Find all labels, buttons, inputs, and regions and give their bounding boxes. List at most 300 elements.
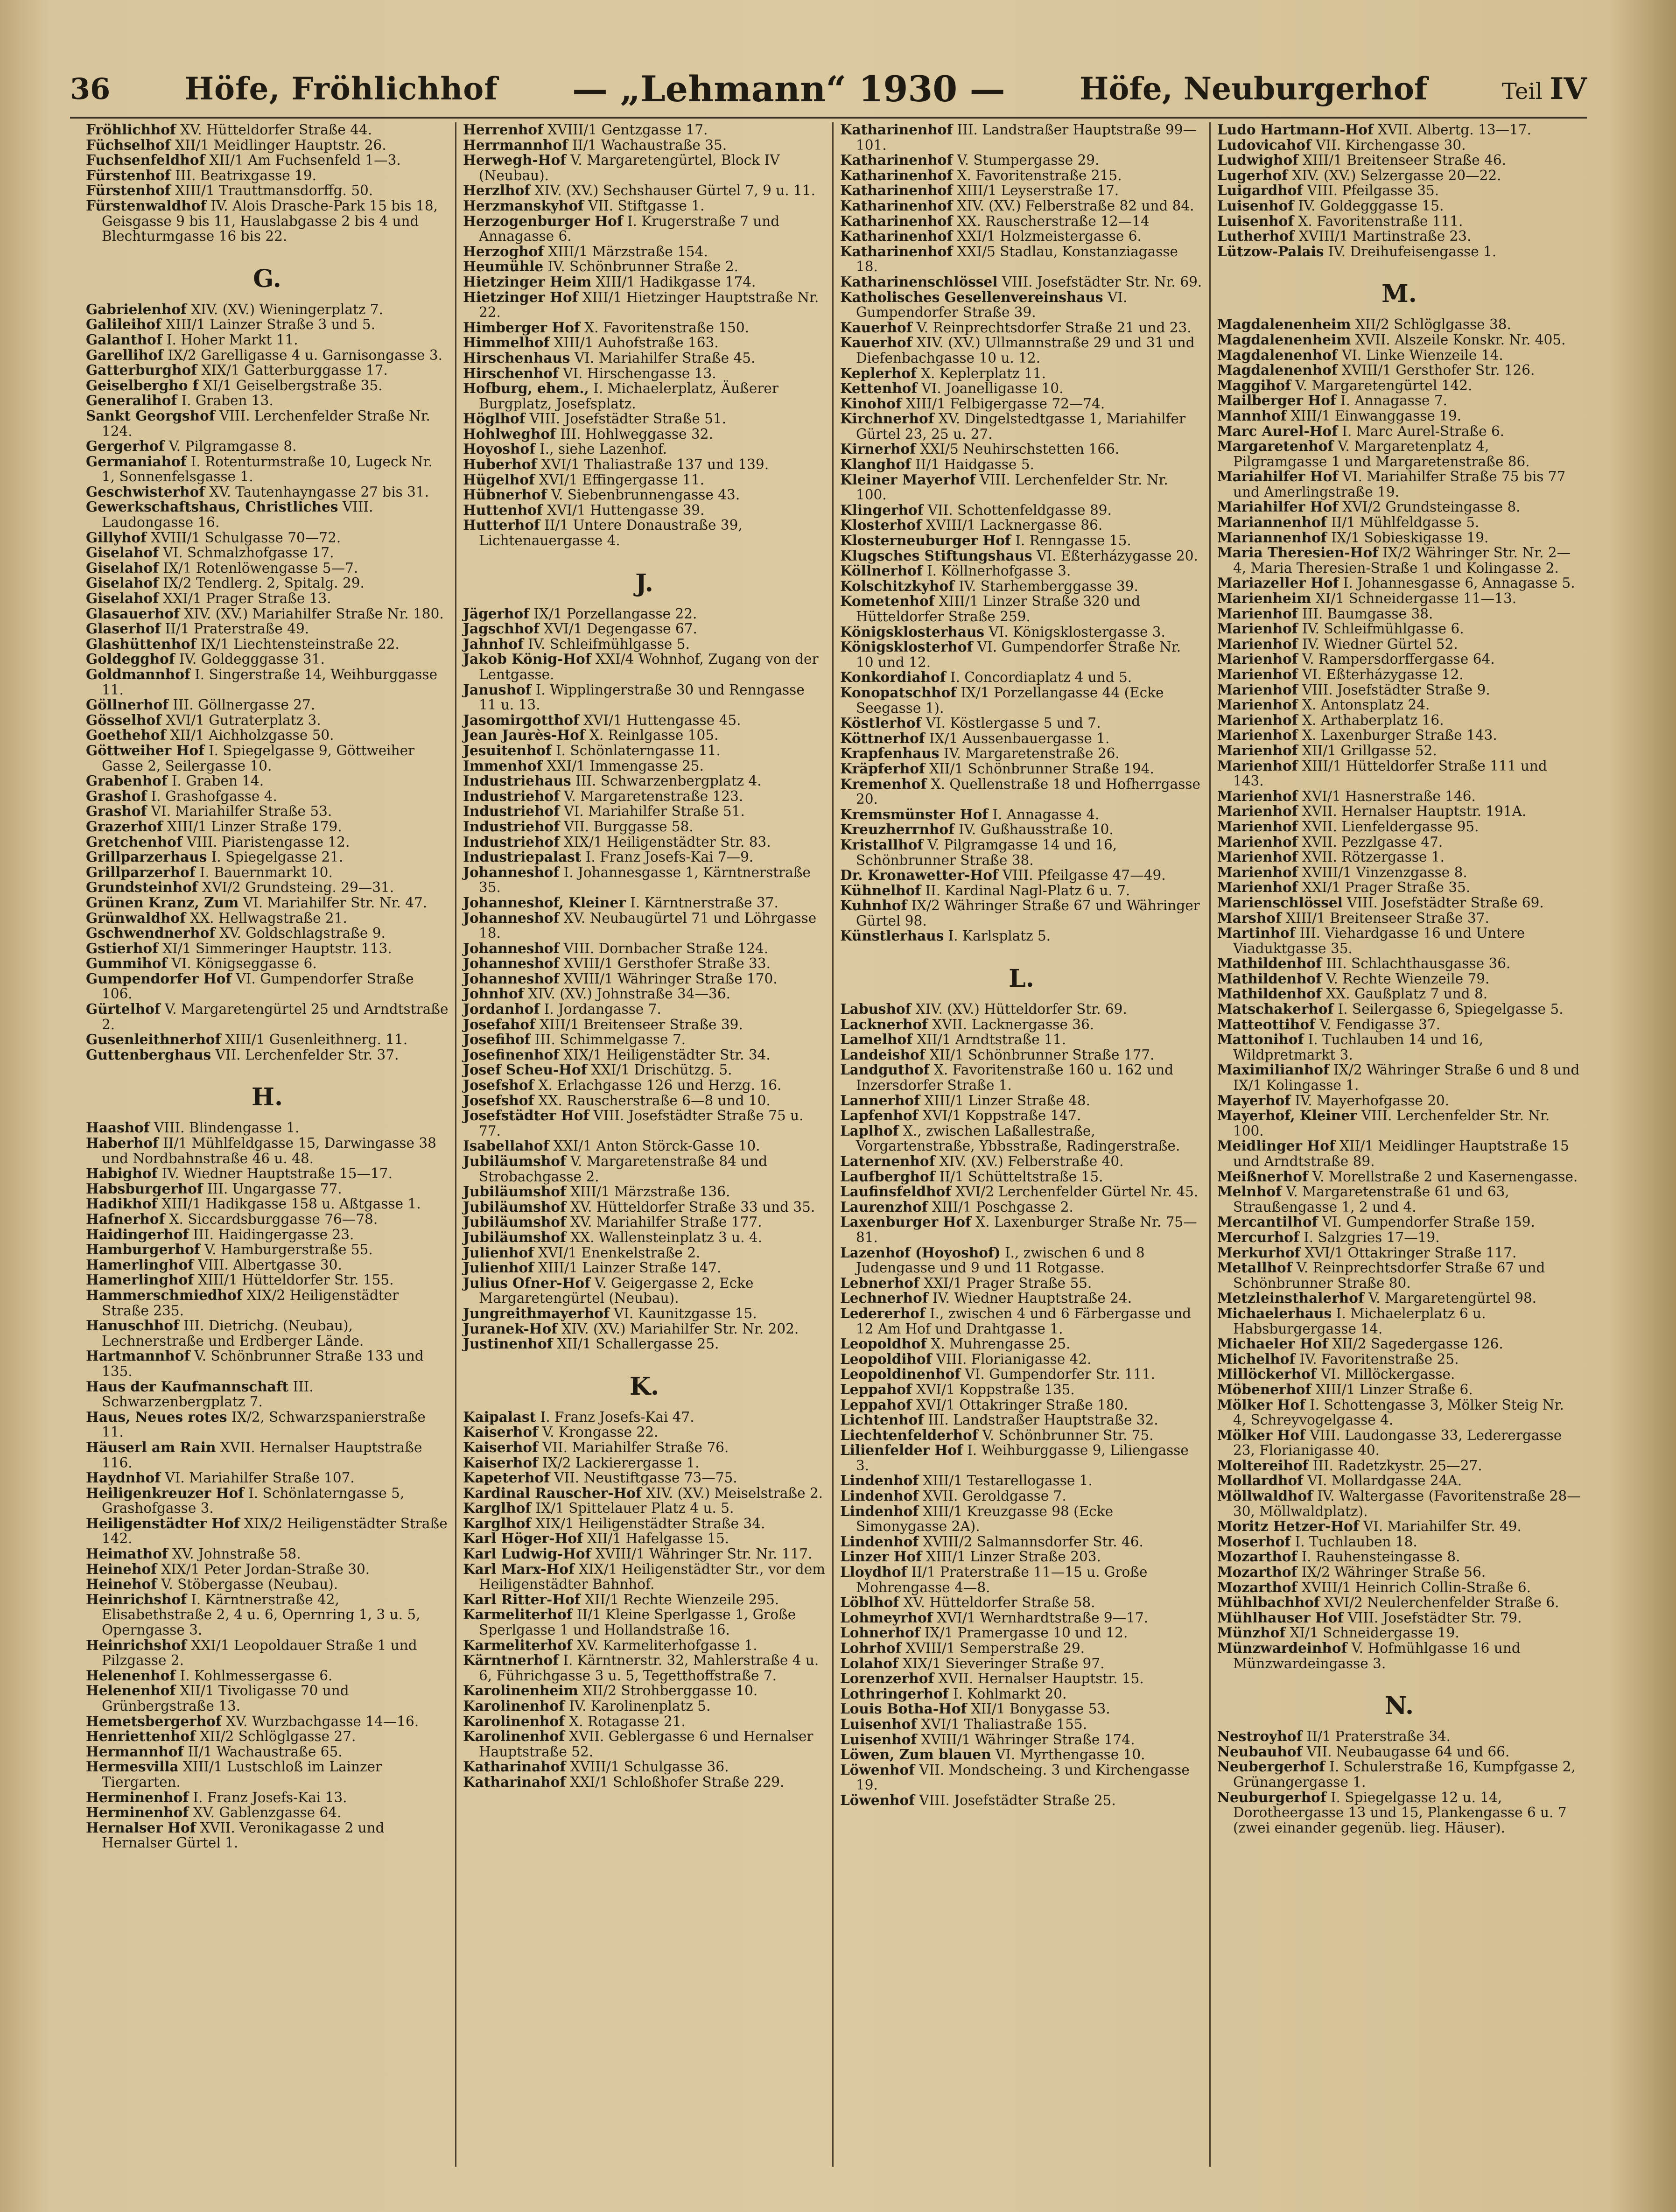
entry-name: Galanthof (86, 331, 162, 348)
entry-address: V. Pilgramgasse 14 und 16, Schönbrunner Straße 38. (856, 836, 1117, 868)
directory-entry (1217, 122, 1581, 138)
directory-entry (840, 716, 1203, 731)
entry-name: Himberger Hof (463, 319, 580, 336)
directory-entry (840, 1549, 1203, 1565)
directory-entry (463, 1607, 826, 1637)
directory-entry (86, 363, 449, 378)
entry-name: Helenenhof (86, 1667, 176, 1684)
entry-name: Leopoldihof (840, 1350, 932, 1367)
entry-address: V. Krongasse 22. (538, 1424, 659, 1440)
entry-address: XII/1 Grillgasse 52. (1297, 742, 1437, 758)
directory-entry (86, 530, 449, 546)
directory-entry (463, 1592, 826, 1608)
entry-name: Grabenhof (86, 772, 168, 789)
entry-name: Melnhof (1217, 1183, 1282, 1200)
directory-entry (86, 122, 449, 138)
entry-name: Luisenhof (840, 1715, 917, 1732)
entry-address: I. Schönlaterngasse 5, Grashofgasse 3. (102, 1485, 405, 1517)
entry-name: Katharinenhof (840, 197, 953, 214)
entry-address: XVI/1 Enenkelstraße 2. (533, 1244, 701, 1261)
entry-address: X. Favoritenstraße 160 u. 162 und Inzersdorfer Straße 1. (856, 1062, 1174, 1094)
entry-address: XXI/1 Leopoldauer Straße 1 und Pilzgasse 2. (102, 1637, 417, 1669)
entry-address: V. Schönbrunner Str. 75. (978, 1427, 1154, 1443)
entry-name: Konkordiahof (840, 669, 946, 686)
entry-address: XVI/2 Grundsteing. 29—31. (197, 879, 394, 896)
entry-name: Habsburgerhof (86, 1180, 203, 1197)
entry-address: I. Bauernmarkt 10. (195, 864, 333, 880)
entry-name: Lützow-Palais (1217, 243, 1324, 260)
directory-entry (1217, 835, 1581, 850)
entry-address: VIII. Albertgasse 30. (193, 1257, 342, 1273)
entry-address: VI. Mollardgasse 24A. (1303, 1473, 1462, 1489)
entry-address: I. Schottengasse 3, Mölker Steig Nr. 4, Schreyvogelgasse 4. (1233, 1397, 1564, 1428)
directory-entry (86, 941, 449, 956)
entry-name: Gillyhof (86, 529, 147, 546)
entry-address: VIII. Blindengasse 1. (149, 1120, 300, 1136)
directory-entry (1217, 1108, 1581, 1138)
entry-name: Laufinsfeldhof (840, 1183, 951, 1200)
entry-name: Kettenhof (840, 380, 918, 397)
entry-address: XIV. (XV.) Wieningerplatz 7. (186, 301, 383, 317)
directory-entry (1217, 804, 1581, 819)
entry-name: Josefihof (463, 1031, 531, 1048)
entry-name: Köllnerhof (840, 562, 923, 579)
entry-name: Huttenhof (463, 501, 543, 518)
entry-address: VI. Gumpendorfer Straße 106. (102, 970, 414, 1002)
entry-name: Hemetsbergerhof (86, 1713, 222, 1729)
directory-entry (86, 895, 449, 911)
directory-entry (86, 835, 449, 850)
entry-name: Neubauhof (1217, 1743, 1303, 1760)
directory-entry (463, 682, 826, 713)
entry-address: X. Muhrengasse 25. (926, 1336, 1071, 1352)
entry-name: Jubiläumshof (463, 1183, 566, 1200)
directory-entry (86, 1348, 449, 1379)
directory-entry (86, 1729, 449, 1744)
entry-name: Kirchnerhof (840, 410, 934, 427)
entry-name: Löwen, Zum blauen (840, 1746, 991, 1763)
entry-address: VII. Mondscheing. 3 und Kirchengasse 19. (856, 1762, 1190, 1793)
entry-address: III. Ungargasse 77. (203, 1180, 342, 1197)
entry-name: Jagschhof (463, 620, 540, 637)
entry-name: Neubergerhof (1217, 1758, 1325, 1775)
directory-entry (463, 850, 826, 865)
entry-name: Giselahof (86, 559, 159, 576)
entry-name: Mariahilfer Hof (1217, 468, 1339, 485)
entry-name: Giselahof (86, 590, 159, 607)
entry-name: Katharinenhof (840, 167, 953, 183)
entry-address: I., siehe Lazenhof. (535, 441, 667, 457)
entry-address: IX/2, Schwarzspanierstraße 11. (102, 1409, 426, 1440)
entry-address: I. Franz Josefs-Kai 13. (189, 1789, 347, 1805)
entry-address: XII/1 Meidlinger Hauptstr. 26. (170, 137, 386, 153)
directory-entry (840, 1412, 1203, 1428)
entry-address: III. Göllnergasse 27. (168, 697, 316, 713)
entry-address: XII/1 Hafelgasse 15. (582, 1531, 729, 1547)
entry-address: XIII/1 Märzstraße 154. (544, 243, 708, 260)
entry-name: Heinrichshof (86, 1636, 187, 1653)
entry-address: X. Favoritenstraße 150. (580, 319, 750, 336)
entry-name: Hamerlinghof (86, 1256, 194, 1273)
entry-address: XXI/5 Stadlau, Konstanziagasse 18. (856, 243, 1178, 275)
directory-entry (463, 1546, 826, 1562)
directory-entry (840, 1717, 1203, 1732)
entry-address: XIII/1 Hietzinger Hauptstraße Nr. 22. (479, 289, 819, 321)
entry-address: VI. Gumpendorfer Straße 159. (1318, 1214, 1535, 1230)
entry-name: Henriettenhof (86, 1728, 196, 1745)
entry-address: XIII/1 Poschgasse 2. (927, 1199, 1073, 1215)
entry-address: XI/1 Schneidergasse 19. (1285, 1625, 1459, 1641)
entry-address: XVII. Rötzergasse 1. (1297, 849, 1445, 865)
directory-entry (463, 1200, 826, 1215)
entry-address: XV. Dingelstedtgasse 1, Mariahilfer Gürtel 23, 25 u. 27. (856, 411, 1186, 442)
entry-address: XVII. Hernalser Hauptstr. 191A. (1297, 803, 1527, 820)
directory-entry (86, 198, 449, 244)
directory-entry (1217, 1352, 1581, 1367)
entry-name: Kolschitzkyhof (840, 577, 954, 594)
entry-address: XXI/1 Schloßhofer Straße 229. (566, 1774, 785, 1790)
directory-entry (1217, 229, 1581, 244)
entry-name: Grundsteinhof (86, 879, 198, 896)
directory-entry (1217, 926, 1581, 956)
entry-address: XX. Wallensteinplatz 3 u. 4. (566, 1229, 763, 1245)
directory-entry (86, 652, 449, 667)
entry-name: Ludwighof (1217, 152, 1298, 169)
entry-name: Hamburgerhof (86, 1241, 200, 1258)
entry-address: X. Laxenburger Straße 143. (1297, 727, 1497, 744)
directory-entry (840, 244, 1203, 274)
directory-entry (1217, 1489, 1581, 1519)
entry-address: VI. Köstlergasse 5 und 7. (921, 715, 1101, 731)
entry-address: XIV. (XV.) Mariahilfer Str. Nr. 202. (557, 1320, 799, 1337)
entry-name: Hübnerhof (463, 486, 547, 503)
section-letter: H. (251, 1083, 283, 1112)
entry-name: Hadikhof (86, 1195, 158, 1212)
entry-name: Jakob König-Hof (463, 651, 591, 667)
entry-name: Löwenhof (840, 1761, 915, 1778)
entry-name: Leppahof (840, 1381, 912, 1397)
entry-address: IV. Starhemberggasse 39. (954, 578, 1138, 594)
directory-entry (463, 1093, 826, 1109)
entry-name: Lindenhof (840, 1533, 919, 1550)
entry-name: Mariannenhof (1217, 514, 1327, 531)
entry-address: VIII. Josefstädter Straße 9. (1297, 681, 1490, 698)
entry-name: Laufberghof (840, 1168, 935, 1185)
directory-entry (463, 259, 826, 274)
entry-address: II/1 Mühlfeldgasse 15, Darwingasse 38 und Nordbahnstraße 46 u. 48. (102, 1135, 436, 1166)
entry-name: Katharinenhof (840, 212, 953, 229)
directory-entry (463, 743, 826, 758)
entry-name: Heinehof (86, 1576, 157, 1593)
entry-address: II/1 Schütteltstraße 15. (935, 1168, 1103, 1185)
entry-address: IX/2 Währinger Straße 6 und 8 und IX/1 Kolingasse 1. (1233, 1062, 1580, 1094)
entry-name: Hirschenhaus (463, 349, 570, 366)
entry-address: II/1 Mühlfeldgasse 5. (1326, 514, 1480, 531)
entry-name: Lugerhof (1217, 167, 1288, 183)
directory-entry (463, 1260, 826, 1276)
entry-name: Hietzinger Hof (463, 288, 578, 305)
entry-address: VI. Gumpendorfer Str. 111. (961, 1366, 1155, 1383)
entry-address: VIII. Lerchenfelder Str. Nr. 100. (1233, 1108, 1550, 1139)
directory-entry (86, 1288, 449, 1318)
directory-entry (1217, 1565, 1581, 1580)
entry-name: Haydnhof (86, 1469, 161, 1486)
directory-entry (86, 1242, 449, 1257)
entry-address: XIII/1 Einwanggasse 19. (1286, 407, 1462, 424)
entry-address: XII/2 Strohberggasse 10. (578, 1683, 758, 1699)
directory-entry (463, 986, 826, 1002)
entry-name: Mathildenhof (1217, 970, 1322, 987)
directory-entry (840, 290, 1203, 320)
entry-name: Merkurhof (1217, 1244, 1301, 1261)
entry-address: XIII/1 Breitenseer Straße 46. (1298, 152, 1507, 169)
entry-address: IV. Waltergasse (Favoritenstraße 28—30, Möllwaldplatz). (1233, 1488, 1581, 1519)
directory-entry (840, 1671, 1203, 1686)
directory-entry (463, 1562, 826, 1592)
entry-name: Lichtenhof (840, 1411, 924, 1428)
entry-name: Keplerhof (840, 365, 917, 381)
entry-address: III. Schwarzenbergplatz 4. (571, 773, 762, 789)
directory-entry (840, 1641, 1203, 1656)
entry-address: XIII/1 Linzer Straße 48. (919, 1092, 1091, 1109)
entry-name: Lapfenhof (840, 1107, 919, 1124)
entry-address: XX. Hellwagstraße 21. (185, 910, 347, 926)
entry-name: Kärntnerhof (463, 1652, 559, 1669)
entry-address: I. Michaelerplatz 6 u. Habsburgergasse 14. (1233, 1305, 1486, 1337)
directory-entry (840, 1489, 1203, 1504)
entry-name: Meißnerhof (1217, 1168, 1308, 1185)
entry-name: Goldegghof (86, 651, 175, 667)
entry-address: XIV. (XV.) Hütteldorfer Str. 69. (911, 1001, 1127, 1018)
directory-entry (1217, 728, 1581, 743)
directory-entry (463, 214, 826, 244)
entry-address: XIII/1 Auhofstraße 163. (549, 335, 719, 351)
entry-address: VI. Mariahilfer Str. Nr. 47. (238, 894, 428, 911)
entry-name: Meidlinger Hof (1217, 1138, 1335, 1154)
entry-address: II. Kardinal Nagl-Platz 6 u. 7. (921, 882, 1130, 899)
entry-name: Häuserl am Rain (86, 1439, 216, 1455)
entry-name: Marc Aurel-Hof (1217, 422, 1338, 439)
entry-name: Maria Theresien-Hof (1217, 544, 1378, 561)
column-3 (834, 122, 1211, 2167)
directory-entry (840, 472, 1203, 503)
entry-name: Karolinenhof (463, 1713, 565, 1729)
directory-entry (1217, 743, 1581, 758)
entry-address: III. Landstraßer Hauptstraße 32. (924, 1412, 1158, 1428)
entry-address: XII/1 Bonygasse 53. (967, 1701, 1110, 1717)
entry-name: Josefshof (463, 1077, 534, 1094)
directory-entry (1217, 1641, 1581, 1671)
entry-name: Kuhnhof (840, 897, 907, 914)
entry-address: XIII/1 Lainzer Straße 3 und 5. (161, 316, 376, 333)
directory-entry (840, 746, 1203, 761)
entry-address: XVI/1 Huttengasse 39. (542, 502, 705, 518)
entry-name: Klosterhof (840, 517, 922, 534)
directory-entry (840, 198, 1203, 214)
entry-name: Katharinenhof (840, 243, 953, 260)
directory-entry (840, 1656, 1203, 1671)
directory-entry (1217, 850, 1581, 865)
directory-entry (463, 183, 826, 198)
entry-name: Lechnerhof (840, 1290, 928, 1306)
entry-name: Karl Ludwig-Hof (463, 1545, 591, 1562)
entry-address: XIX/1 Heiligenstädter Str. 34. (559, 1046, 771, 1063)
entry-name: Mariahilfer Hof (1217, 499, 1339, 515)
directory-entry (1217, 1595, 1581, 1610)
entry-name: Mercurhof (1217, 1229, 1299, 1245)
directory-entry (463, 1699, 826, 1714)
entry-name: Glashüttenhof (86, 635, 196, 652)
directory-entry (840, 457, 1203, 472)
entry-address: XIV. (XV.) Felberstraße 82 und 84. (953, 197, 1194, 214)
directory-entry (1217, 545, 1581, 576)
entry-name: Hartmannhof (86, 1348, 190, 1364)
directory-entry (86, 804, 449, 819)
directory-entry (86, 1272, 449, 1288)
entry-address: XVI/2 Lerchenfelder Gürtel Nr. 45. (951, 1184, 1199, 1200)
entry-address: XVI/1 Gutraterplatz 3. (161, 712, 321, 728)
entry-address: XVIII/1 Schulgasse 70—72. (146, 529, 341, 546)
entry-name: Kauerhof (840, 319, 912, 336)
entry-name: Möllwaldhof (1217, 1488, 1313, 1504)
entry-address: IV. Wiedner Gürtel 52. (1297, 636, 1458, 652)
entry-address: IV. Dreihufeisengasse 1. (1324, 243, 1497, 260)
entry-name: Fürstenhof (86, 167, 171, 183)
entry-name: Kräpferhof (840, 760, 925, 777)
directory-entry (463, 457, 826, 472)
entry-name: Mailberger Hof (1217, 392, 1336, 409)
entry-address: XVIII/1 Währinger Str. Nr. 117. (591, 1546, 813, 1562)
directory-entry (86, 1440, 449, 1470)
entry-name: Füchselhof (86, 136, 171, 153)
entry-name: Industriehof (463, 818, 560, 835)
entry-address: XXI/1 Holzmeistergasse 6. (953, 228, 1142, 245)
entry-name: Lindenhof (840, 1488, 919, 1504)
directory-entry (86, 302, 449, 317)
directory-entry (463, 381, 826, 411)
entry-address: VI. Mariahilfer Straße 53. (147, 803, 332, 820)
entry-name: Julienhof (463, 1259, 534, 1276)
directory-entry (86, 1562, 449, 1577)
entry-name: Martinhof (1217, 925, 1296, 941)
entry-address: I. Franz Josefs-Kai 47. (536, 1409, 694, 1425)
entry-name: Mayerhof (1217, 1092, 1291, 1109)
entry-name: Kinohof (840, 395, 902, 412)
entry-address: VI. Gumpendorfer Straße Nr. 10 und 12. (856, 639, 1181, 670)
entry-name: Jubiläumshof (463, 1229, 566, 1245)
directory-entry (840, 625, 1203, 640)
directory-entry (1217, 214, 1581, 229)
entry-name: Göllnerhof (86, 696, 168, 713)
directory-entry (840, 1124, 1203, 1154)
directory-entry (1217, 758, 1581, 789)
entry-name: Mariazeller Hof (1217, 575, 1339, 591)
entry-name: Johanneshof (463, 864, 560, 880)
entry-name: Galileihof (86, 316, 161, 333)
directory-entry (86, 773, 449, 789)
entry-address: XVII. Geroldgasse 7. (919, 1488, 1066, 1504)
directory-entry (463, 1184, 826, 1200)
directory-entry (1217, 1306, 1581, 1336)
entry-address: XXI/4 Wohnhof, Zugang von der Lentgasse. (479, 651, 819, 682)
directory-entry (86, 1379, 449, 1410)
entry-address: VIII. Laudongasse 33, Lederergasse 23, Florianigasse 40. (1233, 1427, 1562, 1459)
entry-name: Geschwisterhof (86, 483, 205, 500)
entry-address: V. Margaretengürtel 142. (1291, 377, 1473, 393)
entry-name: Jahnhof (463, 635, 524, 652)
directory-entry (86, 317, 449, 332)
entry-name: Lamelhof (840, 1031, 912, 1048)
entry-name: Johanneshof (463, 940, 560, 956)
entry-name: Gösselhof (86, 711, 161, 728)
entry-address: XII/1 Aichholzgasse 50. (166, 727, 334, 744)
entry-address: XVI/1 Ottakringer Straße 117. (1300, 1244, 1517, 1261)
directory-entry (1217, 682, 1581, 698)
column-1 (79, 122, 456, 2167)
directory-entry (1217, 1549, 1581, 1565)
directory-entry (86, 1577, 449, 1592)
entry-address: XVI/1 Thaliastraße 137 und 139. (537, 456, 769, 473)
entry-name: Marienhof (1217, 787, 1298, 804)
entry-address: XX. Rauscherstraße 6—8 und 10. (534, 1092, 771, 1109)
directory-entry (840, 1565, 1203, 1595)
entry-address: XIII/1 Breitenseer Straße 39. (535, 1016, 743, 1032)
directory-entry (463, 427, 826, 442)
entry-address: XIX/1 Gatterburggasse 17. (196, 362, 388, 379)
entry-name: Janushof (463, 681, 532, 698)
entry-name: Kometenhof (840, 593, 935, 610)
entry-name: Heiligenkreuzer Hof (86, 1484, 244, 1501)
directory-entry (86, 1470, 449, 1486)
entry-address: VI. Joanelligasse 10. (917, 380, 1064, 397)
directory-entry (840, 837, 1203, 868)
directory-entry (1217, 515, 1581, 530)
entry-name: Krapfenhaus (840, 745, 940, 762)
entry-address: VIII. Pfeilgasse 35. (1303, 183, 1439, 199)
entry-name: Moritz Hetzer-Hof (1217, 1518, 1359, 1535)
directory-entry (86, 1032, 449, 1047)
entry-address: III. Baumgasse 38. (1297, 605, 1433, 622)
entry-address: XIII/1 Trauttmansdorffg. 50. (170, 183, 373, 199)
directory-entry (463, 122, 826, 138)
entry-name: Gatterburghof (86, 362, 197, 379)
directory-entry (463, 503, 826, 518)
directory-entry (463, 1440, 826, 1455)
entry-address: IX/1 Sobieskigasse 19. (1326, 529, 1489, 546)
entry-address: I. Salzgries 17—19. (1299, 1229, 1440, 1245)
directory-entry (463, 1078, 826, 1093)
directory-entry (840, 1245, 1203, 1276)
entry-name: Kaiserhof (463, 1424, 538, 1440)
entry-address: XII/2 Sagedergasse 126. (1328, 1336, 1503, 1352)
entry-name: Hamerlinghof (86, 1271, 194, 1288)
entry-address: II/1 Praterstraße 49. (161, 621, 309, 637)
directory-entry (86, 1120, 449, 1136)
entry-address: VIII. Lerchenfelder Str. Nr. 100. (856, 471, 1168, 503)
directory-entry (463, 1714, 826, 1729)
directory-entry (1217, 317, 1581, 332)
entry-name: Klugsches Stiftungshaus (840, 547, 1032, 564)
entry-name: Marienhof (1217, 818, 1298, 835)
entry-name: Herzoghof (463, 243, 544, 260)
entry-name: Herwegh-Hof (463, 152, 566, 169)
directory-entry (86, 1166, 449, 1181)
entry-name: Marienhof (1217, 620, 1298, 637)
directory-entry (86, 408, 449, 439)
directory-entry (86, 1790, 449, 1805)
section-letter: K. (629, 1372, 659, 1401)
entry-address: I. Schönlaterngasse 11. (551, 742, 721, 758)
